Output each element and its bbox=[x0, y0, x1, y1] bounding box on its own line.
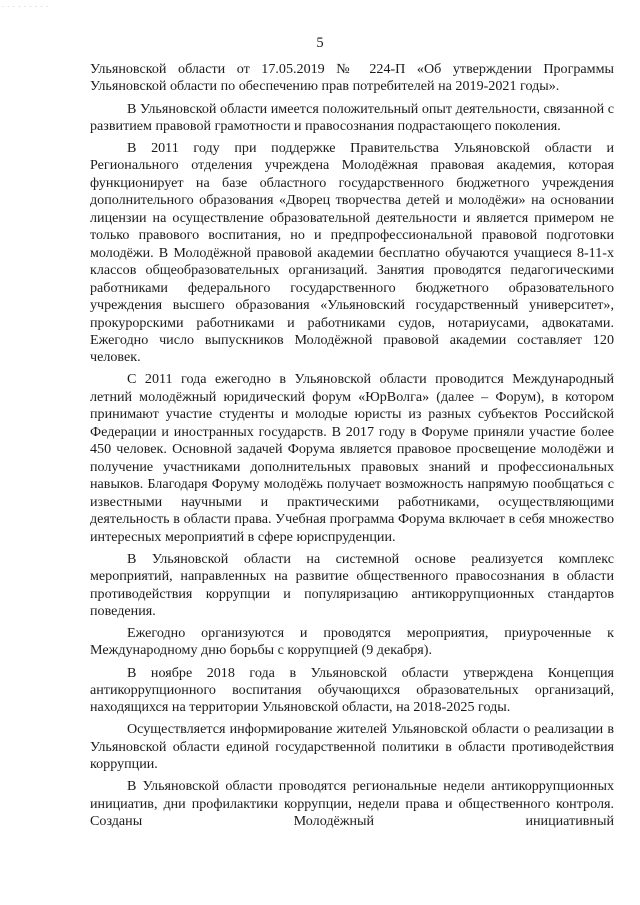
paragraph-anticorruption-measures: В Ульяновской области на системной основе реализуется комплекс мероприятий, направленных на развитие общественного правосознания в области противодействия коррупции и популяризацию антикоррупционных стандартов поведения. bbox=[90, 550, 614, 619]
paragraph-anticorruption-day: Ежегодно организуются и проводятся мероприятия, приуроченные к Международному дню борьбы с коррупцией (9 декабря). bbox=[90, 625, 614, 659]
paragraph-public-informing: Осуществляется информирование жителей Ульяновской области о реализации в Ульяновской области единой государственной политики в области противодействия коррупции. bbox=[90, 721, 614, 773]
paragraph-yurvolga-forum: С 2011 года ежегодно в Ульяновской области проводится Международный летний молодёжный юридический форум «ЮрВолга» (далее – Форум), в котором принимают участие студенты и молодые юристы из разных субъектов Российской Федерации и иностранных государств. В 2017 году в Форуме приняли участие более 450 человек. Основной задачей Форума является правовое просвещение молодёжи и получение участниками дополнительных правовых знаний и профессиональных навыков. Благодаря Форуму молодёжь получает возможность напрямую пообщаться с известными научными и практическими работниками, осуществляющими деятельность в области права. Учебная программа Форума включает в себя множество интересных мероприятий в сфере юриспруденции. bbox=[90, 371, 614, 545]
paragraph-legal-literacy: В Ульяновской области имеется положительный опыт деятельности, связанной с развитием правовой грамотности и правосознания подрастающего поколения. bbox=[90, 100, 614, 134]
paragraph-youth-law-academy: В 2011 году при поддержке Правительства Ульяновской области и Регионального отделения учреждена Молодёжная правовая академия, которая функционирует на базе областного государственного бюджетного учреждения дополнительного образования «Дворец творчества детей и молодёжи» на основании лицензии на осуществление образовательной деятельности и является примером не только правового воспитания, но и предпрофессиональной правовой подготовки молодёжи. В Молодёжной правовой академии бесплатно обучаются учащиеся 8-11-х классов общеобразовательных организаций. Занятия проводятся педагогическими работниками федерального государственного бюджетного образовательного учреждения высшего образования «Ульяновский государственный университет», прокурорскими работниками и работниками судов, нотариусами, адвокатами. Ежегодно число выпускников Молодёжной правовой академии составляет 120 человек. bbox=[90, 140, 614, 366]
scan-header-marks: - - - - - - - - - bbox=[2, 4, 49, 10]
paragraph-education-concept: В ноябре 2018 года в Ульяновской области утверждена Концепция антикоррупционного воспитания обучающихся образовательных организаций, находящихся на территории Ульяновской области, на 2018-2025 годы. bbox=[90, 664, 614, 716]
document-body bbox=[90, 61, 614, 848]
paragraph-continuation: Ульяновской области от 17.05.2019 № 224-П «Об утверждении Программы Ульяновской области по обеспечению прав потребителей на 2019-2021 годы». bbox=[90, 61, 614, 95]
paragraph-regional-weeks: В Ульяновской области проводятся региональные недели антикоррупционных инициатив, дни профилактики коррупции, недели права и общественного контроля. Созданы Молодёжный инициативный bbox=[90, 778, 614, 830]
page-number: 5 bbox=[316, 35, 324, 51]
